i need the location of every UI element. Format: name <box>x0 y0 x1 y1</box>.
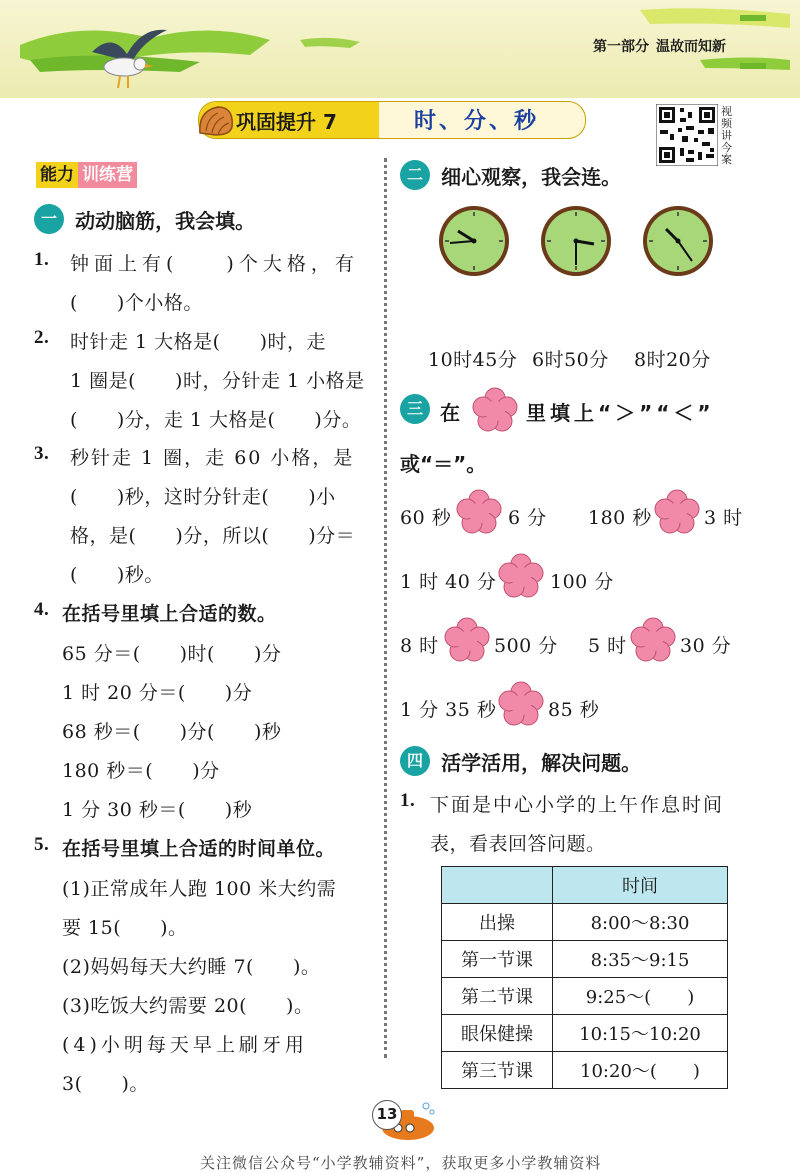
q3-line3: 格，是( )分，所以( )分＝ <box>70 525 356 547</box>
table-row <box>442 1052 728 1089</box>
q2-line1: 时针走 1 大格是( )时，走 <box>70 331 326 353</box>
q3-number: 3. <box>34 443 50 464</box>
section3-title-b: 里填上“＞”“＜” <box>526 401 715 425</box>
ability-badge <box>36 162 137 188</box>
compare-left: 5 时 <box>588 635 627 657</box>
q4-number: 4. <box>34 599 50 620</box>
clock-face <box>538 203 614 279</box>
compare-left: 1 时 40 分 <box>400 571 497 593</box>
qr-code <box>656 104 718 166</box>
qr-label: 视频讲今案 <box>721 105 732 166</box>
q1-number: 1. <box>34 249 50 270</box>
compare-right: 500 分 <box>494 635 558 657</box>
section4-title: 活学活用，解决问题。 <box>441 750 642 775</box>
section4-mark: 四 <box>400 746 430 776</box>
compare-right: 100 分 <box>550 571 614 593</box>
time-option: 10时45分 <box>428 349 518 371</box>
table-cell-label: 出操 <box>442 904 553 941</box>
compare-right: 6 分 <box>508 507 547 529</box>
q2-line2: 1 圈是( )时，分针走 1 小格是 <box>70 370 365 392</box>
table-cell-time: 8:35～9:15 <box>553 941 728 978</box>
q4-item: 1 分 30 秒＝( )秒 <box>62 799 253 821</box>
table-cell-label: 第二节课 <box>442 978 553 1015</box>
section1-header <box>34 204 255 234</box>
header-subtitle: 温故而知新 <box>656 39 726 55</box>
q2-number: 2. <box>34 327 50 348</box>
flower-icon <box>472 387 518 433</box>
table-row <box>442 941 728 978</box>
q3-line4: ( )秒。 <box>70 564 164 586</box>
section3-title-c: 或“＝”。 <box>400 452 487 476</box>
q4-title: 在括号里填上合适的数。 <box>62 603 277 625</box>
table-header-cell <box>442 867 553 904</box>
compare-left: 1 分 35 秒 <box>400 699 497 721</box>
q4-item: 1 时 20 分＝( )分 <box>62 682 253 704</box>
s4-q1-line2: 表，看表回答问题。 <box>430 833 606 855</box>
q4-item: 65 分＝( )时( )分 <box>62 643 282 665</box>
compare-right: 3 时 <box>704 507 743 529</box>
table-cell-label: 眼保健操 <box>442 1015 553 1052</box>
page-number: 13 <box>376 1105 398 1123</box>
title-topic: 时、分、秒 <box>414 109 540 134</box>
table-cell-time: 10:15～10:20 <box>553 1015 728 1052</box>
ability-badge-a: 能力 <box>36 162 78 188</box>
compare-left: 60 秒 <box>400 507 452 529</box>
table-header-row <box>442 867 728 904</box>
q2-line3: ( )分，走 1 大格是( )分。 <box>70 409 362 431</box>
compare-left: 8 时 <box>400 635 439 657</box>
q1-line2: ( )个小格。 <box>70 292 203 314</box>
q4-item: 180 秒＝( )分 <box>62 760 220 782</box>
column-divider <box>384 158 387 1058</box>
section2-header <box>400 160 621 190</box>
table-row <box>442 978 728 1015</box>
section3-mark: 三 <box>400 394 430 424</box>
q5-line6: 3( )。 <box>62 1073 149 1095</box>
flower-icon[interactable] <box>498 553 544 599</box>
seagull-icon <box>82 22 172 94</box>
table-cell-time: 9:25～( ) <box>553 978 728 1015</box>
table-row <box>442 904 728 941</box>
clock-face <box>436 203 512 279</box>
section2-title: 细心观察，我会连。 <box>441 164 622 189</box>
section1-title: 动动脑筋，我会填。 <box>75 208 256 233</box>
section3-title-a: 在 <box>440 401 460 425</box>
time-option: 6时50分 <box>532 349 609 371</box>
table-cell-label: 第三节课 <box>442 1052 553 1089</box>
title-tag: 巩固提升 7 <box>236 110 337 134</box>
flower-icon[interactable] <box>498 681 544 727</box>
flower-icon[interactable] <box>444 617 490 663</box>
section1-mark: 一 <box>34 204 64 234</box>
q5-line3: (2)妈妈每天大约睡 7( )。 <box>62 956 321 978</box>
header-part: 第一部分 <box>593 39 649 55</box>
q5-line1: (1)正常成年人跑 100 米大约需 <box>62 878 337 900</box>
flower-icon[interactable] <box>630 617 676 663</box>
s4-q1-line1: 下面是中心小学的上午作息时间 <box>430 794 725 816</box>
q1-line1: 钟面上有( )个大格，有 <box>70 253 359 275</box>
section2-mark: 二 <box>400 160 430 190</box>
table-cell-time: 10:20～( ) <box>553 1052 728 1089</box>
s4-q1-number: 1. <box>400 790 416 811</box>
q4-item: 68 秒＝( )分( )秒 <box>62 721 282 743</box>
q5-line4: (3)吃饭大约需要 20( )。 <box>62 995 314 1017</box>
table-cell-label: 第一节课 <box>442 941 553 978</box>
schedule-table <box>441 866 728 1089</box>
q5-number: 5. <box>34 834 50 855</box>
section3-header <box>400 394 430 424</box>
compare-right: 30 分 <box>680 635 732 657</box>
flower-icon[interactable] <box>654 489 700 535</box>
table-header-cell: 时间 <box>553 867 728 904</box>
table-cell-time: 8:00～8:30 <box>553 904 728 941</box>
q5-line2: 要 15( )。 <box>62 917 188 939</box>
ability-badge-b: 训练营 <box>78 162 137 188</box>
compare-left: 180 秒 <box>588 507 652 529</box>
clock-face <box>640 203 716 279</box>
q5-title: 在括号里填上合适的时间单位。 <box>62 838 336 860</box>
flower-icon[interactable] <box>456 489 502 535</box>
table-row <box>442 1015 728 1052</box>
shell-icon <box>196 101 236 139</box>
footer-watermark: 关注微信公众号“小学教辅资料”，获取更多小学教辅资料 <box>200 1154 602 1172</box>
q3-line2: ( )秒，这时分针走( )小 <box>70 486 336 508</box>
section4-header <box>400 746 641 776</box>
compare-right: 85 秒 <box>548 699 600 721</box>
q3-line1: 秒针走 1 圈，走 60 小格，是 <box>70 447 355 469</box>
time-option: 8时20分 <box>634 349 711 371</box>
q5-line5: (4)小明每天早上刷牙用 <box>62 1034 308 1056</box>
